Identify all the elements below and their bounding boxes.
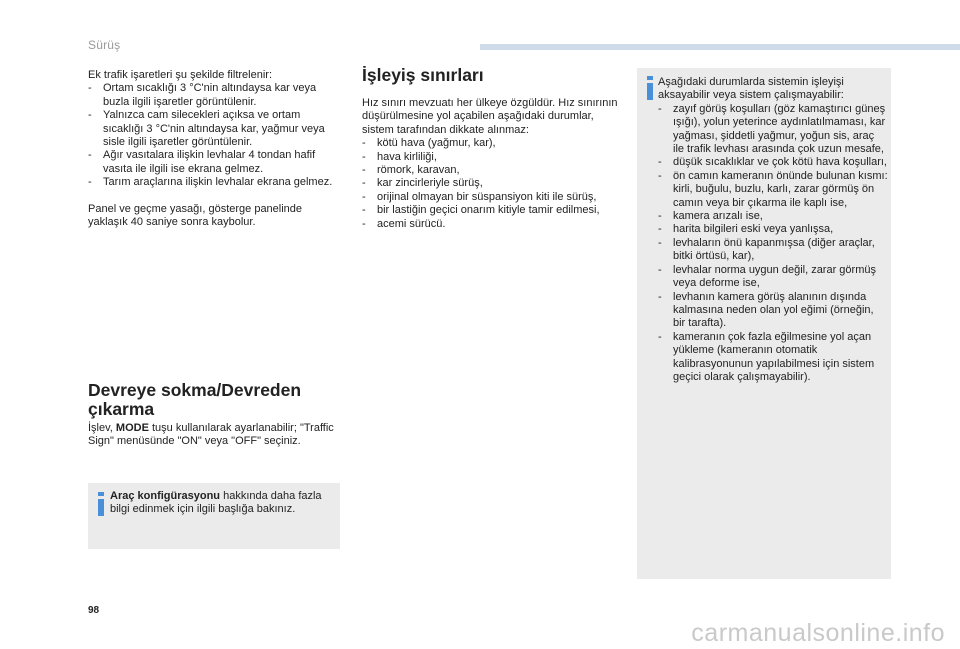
limits-intro: Hız sınırı mevzuatı her ülkeye özgüldür. Hız sınırının düşürülmesine yol açabilen aşağıdaki durumlar, sistem tarafından dikkate alınmaz:	[362, 97, 618, 136]
malfunction-intro: Aşağıdaki durumlarda sistemin işleyişi aksayabilir veya sistem çalışmayabilir:	[658, 76, 844, 102]
section-header-bar	[480, 44, 960, 50]
list-item: - acemi sürücü.	[362, 218, 624, 231]
list-item: - harita bilgileri eski veya yanlışsa,	[658, 223, 888, 236]
info-icon	[98, 492, 104, 516]
activation-text-start: İşlev,	[88, 422, 116, 434]
activation-text	[88, 422, 340, 449]
list-item: - hava kirliliği,	[362, 151, 624, 164]
list-item: - kar zincirleriyle sürüş,	[362, 177, 624, 190]
list-item: - orijinal olmayan bir süspansiyon kiti ile sürüş,	[362, 191, 624, 204]
list-item: - levhanın kamera görüş alanının dışında kalmasına neden olan yol eğimi (örneğin, bir tarafta).	[658, 291, 888, 331]
list-item: - levhalar norma uygun değil, zarar görmüş veya deforme ise,	[658, 264, 888, 291]
limits-heading: İşleyiş sınırları	[362, 65, 484, 85]
list-item: - düşük sıcaklıklar ve çok kötü hava koşulları,	[658, 156, 888, 169]
malfunction-column	[648, 76, 888, 384]
filter-column	[88, 69, 340, 229]
list-item: - kötü hava (yağmur, kar),	[362, 137, 624, 150]
page-number: 98	[88, 605, 100, 616]
note-body: hakkında daha fazla bilgi edinmek için ilgili başlığa bakınız.	[110, 490, 322, 516]
filter-intro: Ek trafik işaretleri şu şekilde filtrelenir:	[88, 69, 273, 81]
section-title: Sürüş	[88, 38, 121, 52]
malfunction-list	[658, 103, 888, 385]
list-item: - ön camın kameranın önünde bulunan kısmı: kirli, buğulu, buzlu, karlı, zarar görmüş ön camın veya bir çıkarma ile kaplı ise,	[658, 170, 888, 210]
list-item: - kamera arızalı ise,	[658, 210, 888, 223]
activation-heading: Devreye sokma/Devreden çıkarma	[88, 380, 302, 419]
list-item: - kameranın çok fazla eğilmesine yol açan yükleme (kameranın otomatik kalibrasyonunun yapılabilmesi için sistem geçici olarak çalışmayabilir).	[658, 331, 888, 385]
mode-button-label: MODE	[115, 422, 149, 434]
list-item: - Ağır vasıtalara ilişkin levhalar 4 tondan hafif vasıta ile ilgili ise ekrana gelmez.	[88, 149, 340, 176]
list-item: - Ortam sıcaklığı 3 °C'nin altındaysa kar veya buzla ilgili işaretler görüntülenir.	[88, 82, 340, 109]
watermark: carmanualsonline.info	[691, 619, 945, 647]
limits-list	[362, 137, 624, 231]
info-note-text	[110, 490, 332, 517]
limits-column	[362, 66, 624, 231]
list-item: - römork, karavan,	[362, 164, 624, 177]
panel-note: Panel ve geçme yasağı, gösterge panelinde yaklaşık 40 saniye sonra kaybolur.	[88, 202, 303, 229]
list-item: - zayıf görüş koşulları (göz kamaştırıcı güneş ışığı), yolun yeterince aydınlatılmaması, kar yağması, şiddetli yağmur, yoğun sis, araç ile trafik levhası arasında çok uzun mesafe,	[658, 103, 888, 157]
filter-list	[88, 82, 340, 189]
activation-text-end: tuşu kullanılarak ayarlanabilir; "Traffic Sign" menüsünde "ON" veya "OFF" seçiniz.	[88, 422, 334, 448]
list-item: - levhaların önü kapanmışsa (diğer araçlar, bitki örtüsü, kar),	[658, 237, 888, 264]
list-item: - bir lastiğin geçici onarım kitiyle tamir edilmesi,	[362, 204, 624, 217]
list-item: - Yalnızca cam silecekleri açıksa ve ortam sıcaklığı 3 °C'nin altındaysa kar, yağmur veya sisle ilgili işaretler görüntülenir.	[88, 109, 340, 149]
list-item: - Tarım araçlarına ilişkin levhalar ekrana gelmez.	[88, 176, 340, 189]
note-bold-term: Araç konfigürasyonu	[110, 490, 221, 502]
